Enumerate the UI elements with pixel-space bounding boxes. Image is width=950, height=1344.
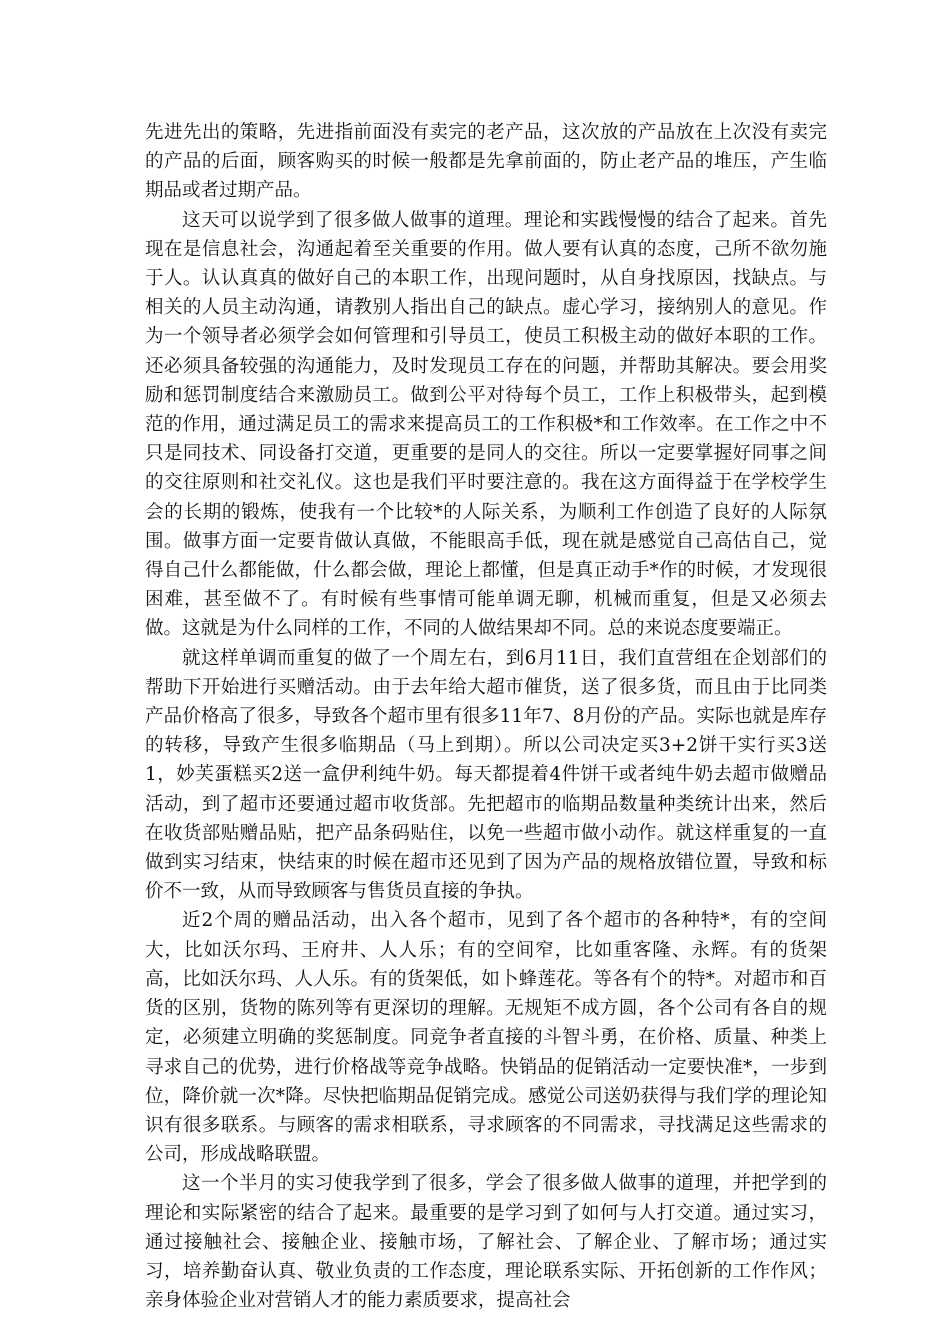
paragraph: 这天可以说学到了很多做人做事的道理。理论和实践慢慢的结合了起来。首先现在是信息社会，沟通起着至关重要的作用。做人要有认真的态度，己所不欲勿施于人。认认真真的做好自己的本职工作，出现问题时，从自身找原因，找缺点。与相关的人员主动沟通，请教别人指出自己的缺点。虚心学习，接纳别人的意见。作为一个领导者必须学会如何管理和引导员工，使员工积极主动的做好本职的工作。还必须具备较强的沟通能力，及时发现员工存在的问题，并帮助其解决。要会用奖励和惩罚制度结合来激励员工。做到公平对待每个员工，工作上积极带头，起到模范的作用，通过满足员工的需求来提高员工的工作积极*和工作效率。在工作之中不只是同技术、同设备打交道，更重要的是同人的交往。所以一定要掌握好同事之间的交往原则和社交礼仪。这也是我们平时要注意的。我在这方面得益于在学校学生会的长期的锻炼，使我有一个比较*的人际关系，为顺利工作创造了良好的人际氛围。做事方面一定要肯做认真做，不能眼高手低，现在就是感觉自己高估自己，觉得自己什么都能做，什么都会做，理论上都懂，但是真正动手*作的时候，才发现很困难，甚至做不了。有时候有些事情可能单调无聊，机械而重复，但是又必须去做。这就是为什么同样的工作，不同的人做结果却不同。总的来说态度要端正。 <box>145 209 827 640</box>
paragraph: 先进先出的策略，先进指前面没有卖完的老产品，这次放的产品放在上次没有卖完的产品的后面，顾客购买的时候一般都是先拿前面的，防止老产品的堆压，产生临期品或者过期产品。 <box>145 122 827 202</box>
paragraph: 就这样单调而重复的做了一个周左右，到6月11日，我们直营组在企划部们的帮助下开始进行买赠活动。由于去年给大超市催货，送了很多货，而且由于比同类产品价格高了很多，导致各个超市里有很多11年7、8月份的产品。实际也就是库存的转移，导致产生很多临期品（马上到期）。所以公司决定买3+2饼干实行买3送1，妙芙蛋糕买2送一盒伊利纯牛奶。每天都提着4件饼干或者纯牛奶去超市做赠品活动，到了超市还要通过超市收货部。先把超市的临期品数量种类统计出来，然后在收货部贴赠品贴，把产品条码贴住，以免一些超市做小动作。就这样重复的一直做到实习结束，快结束的时候在超市还见到了因为产品的规格放错位置，导致和标价不一致，从而导致顾客与售货员直接的争执。 <box>145 647 827 903</box>
paragraph: 这一个半月的实习使我学到了很多，学会了很多做人做事的道理，并把学到的理论和实际紧密的结合了起来。最重要的是学习到了如何与人打交道。通过实习，通过接触社会、接触企业、接触市场，了解社会、了解企业、了解市场；通过实习，培养勤奋认真、敬业负责的工作态度，理论联系实际、开拓创新的工作作风；亲身体验企业对营销人才的能力素质要求，提高社会 <box>145 1173 827 1312</box>
document-body <box>145 118 827 1315</box>
paragraph: 近2个周的赠品活动，出入各个超市，见到了各个超市的各种特*，有的空间大，比如沃尔玛、王府井、人人乐；有的空间窄，比如重客隆、永辉。有的货架高，比如沃尔玛、人人乐。有的货架低，如卜蜂莲花。等各有个的特*。对超市和百货的区别，货物的陈列等有更深切的理解。无规矩不成方圆，各个公司有各自的规定，必须建立明确的奖惩制度。同竞争者直接的斗智斗勇，在价格、质量、种类上寻求自己的优势，进行价格战等竞争战略。快销品的促销活动一定要快准*，一步到位，降价就一次*降。尽快把临期品促销完成。感觉公司送奶获得与我们学的理论知识有很多联系。与顾客的需求相联系，寻求顾客的不同需求，寻找满足这些需求的公司，形成战略联盟。 <box>145 910 827 1166</box>
